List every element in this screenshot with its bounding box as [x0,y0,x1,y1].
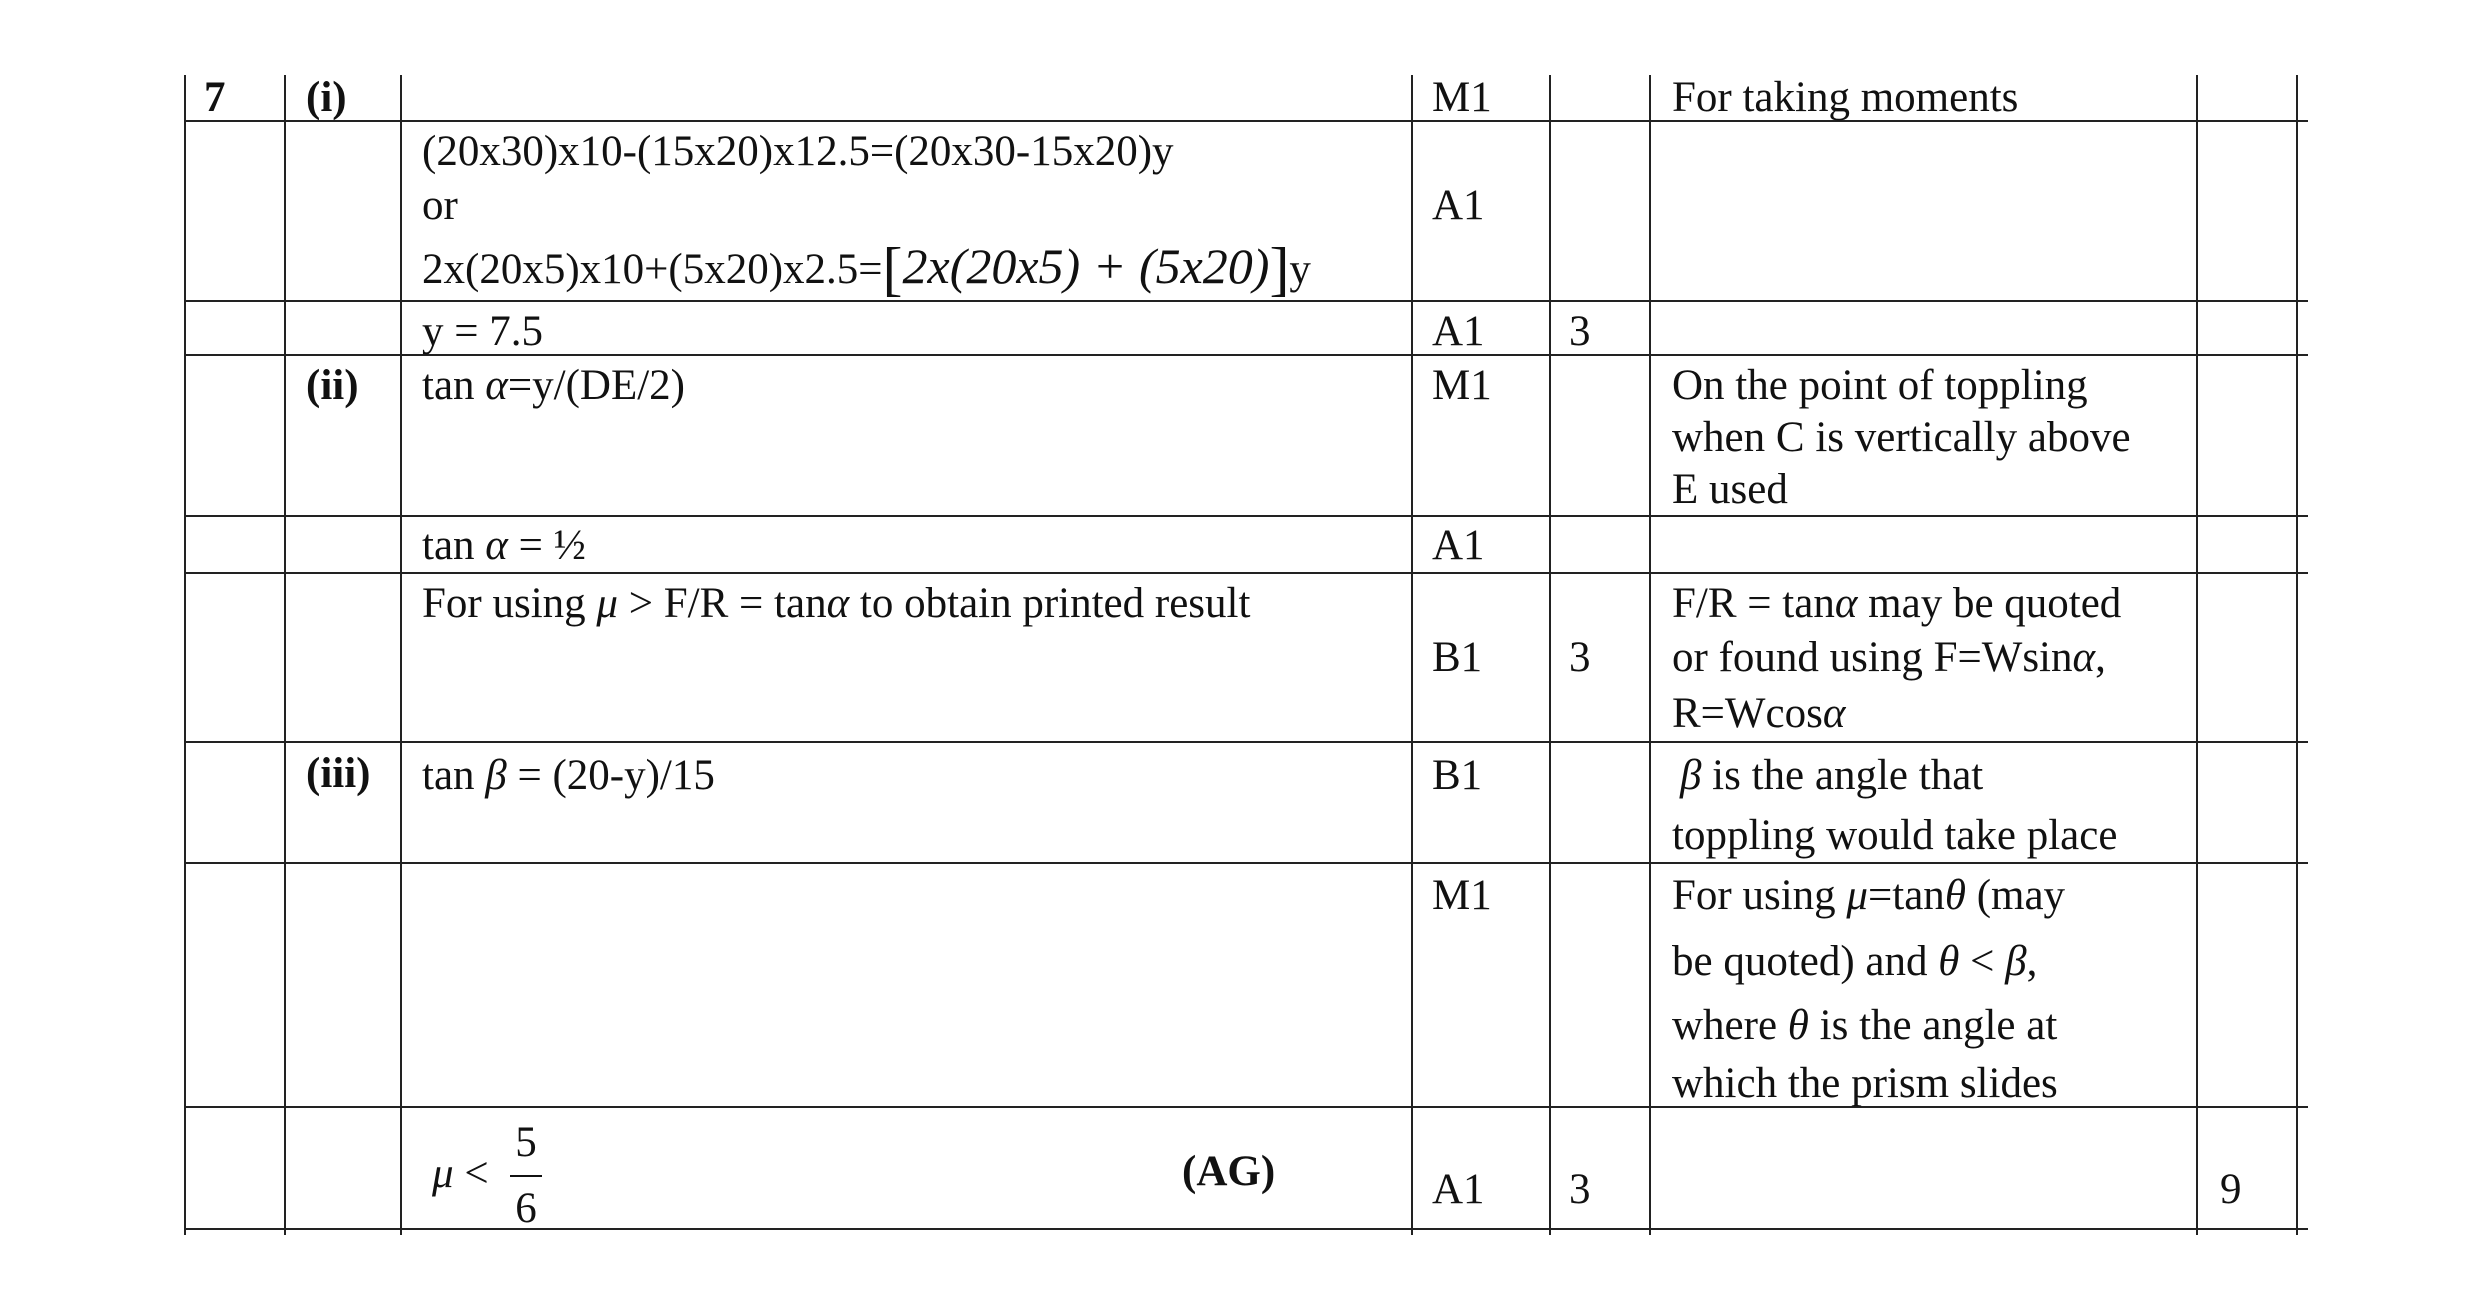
answer-line: y = 7.5 [422,308,544,355]
column-divider [1649,75,1651,1235]
answer-text: 2x(20x5) + (5x20) [902,238,1270,294]
fraction-numerator: 5 [515,1119,537,1166]
answer-text: For using [422,580,597,627]
comment-text: be quoted) and [1672,938,1939,985]
row-divider [185,862,2308,864]
mark-cell: B1 [1432,634,1483,681]
alpha-symbol: α [485,522,508,569]
part-label-iii: (iii) [306,750,371,797]
mu-symbol: μ [596,580,619,627]
comment-line [1672,870,2065,922]
comment-line [1672,1000,2057,1052]
answer-text: =y/(DE/2) [507,362,685,409]
mark-cell: A1 [1432,182,1485,229]
total-cell: 3 [1569,634,1591,681]
comment-text: =tan [1868,872,1945,919]
beta-symbol: β [1680,752,1702,799]
answer-text: = ½ [507,522,586,569]
mark-cell: A1 [1432,1166,1485,1213]
comment-text: F/R = tan [1672,580,1835,627]
question-number: 7 [204,74,226,121]
mark-cell: M1 [1432,74,1492,121]
answer-line: (20x30)x10-(15x20)x12.5=(20x30-15x20)y [422,128,1174,175]
mark-cell: A1 [1432,522,1485,569]
comment-text: For using [1672,872,1847,919]
column-divider [2296,75,2298,1235]
answer-text: tan [422,362,475,409]
comment-line: which the prism slides [1672,1060,2058,1107]
comment-line [1672,632,2106,684]
comment-cell: For taking moments [1672,74,2019,121]
comment-text: may be quoted [1857,580,2122,627]
total-cell: 3 [1569,1166,1591,1213]
mark-cell: A1 [1432,308,1485,355]
comment-line: E used [1672,466,1788,513]
fraction-bar [510,1175,542,1177]
fraction-denominator: 6 [515,1185,537,1232]
row-divider [185,572,2308,574]
theta-symbol: θ [1938,938,1960,985]
mark-cell: M1 [1432,362,1492,409]
answer-line [422,578,1250,630]
comment-line [1680,750,1983,802]
answer-text: tan [422,752,486,799]
mu-symbol: μ [432,1150,454,1197]
answer-text: = (20-y)/15 [506,752,715,799]
column-divider [284,75,286,1235]
answer-text: y [1289,246,1311,293]
comment-text: is the angle that [1701,752,1984,799]
answer-text: < [453,1150,489,1197]
comment-text: or found using F=Wsin [1672,634,2073,681]
column-divider [1549,75,1551,1235]
alpha-symbol: α [1822,690,1846,737]
answer-line [422,360,685,412]
theta-symbol: θ [1787,1002,1809,1049]
bracket-open: [ [882,236,903,302]
answer-text: > F/R = tan [618,580,827,627]
row-divider [185,300,2308,302]
theta-symbol: θ [1944,872,1966,919]
comment-line: On the point of toppling [1672,362,2088,409]
alpha-symbol: α [826,580,850,627]
answer-line [432,1148,489,1200]
answer-line [422,236,1311,302]
column-divider [184,75,186,1235]
mu-symbol: μ [1846,872,1869,919]
beta-symbol: β [485,752,507,799]
beta-symbol: β [2005,938,2027,985]
comment-text: (may [1965,872,2066,919]
grand-total-cell: 9 [2220,1166,2242,1213]
answer-text: to obtain printed result [849,580,1251,627]
answer-line: or [422,182,458,229]
answer-line [422,520,586,572]
column-divider [1411,75,1413,1235]
comment-line [1672,578,2121,630]
answer-text: 2x(20x5)x10+(5x20)x2.5= [422,246,883,293]
part-label-i: (i) [306,74,347,121]
comment-line [1672,688,1845,740]
comment-text: , [2026,938,2038,985]
comment-text: < [1959,938,2006,985]
bracket-close: ] [1269,236,1290,302]
ag-label: (AG) [1182,1148,1276,1195]
alpha-symbol: α [2072,634,2096,681]
comment-text: is the angle at [1808,1002,2058,1049]
row-divider [185,1228,2308,1230]
alpha-symbol: α [1834,580,1858,627]
comment-line [1672,936,2037,988]
row-divider [185,741,2308,743]
column-divider [400,75,402,1235]
total-cell: 3 [1569,308,1591,355]
alpha-symbol: α [485,362,508,409]
answer-text: tan [422,522,475,569]
row-divider [185,515,2308,517]
mark-cell: B1 [1432,752,1483,799]
comment-text: where [1672,1002,1788,1049]
comment-line: when C is vertically above [1672,414,2131,461]
column-divider [2196,75,2198,1235]
answer-line [422,750,715,802]
comment-text: , [2095,634,2106,681]
comment-text: R=Wcos [1672,690,1823,737]
mark-cell: M1 [1432,872,1492,919]
comment-line: toppling would take place [1672,812,2118,859]
part-label-ii: (ii) [306,362,359,409]
